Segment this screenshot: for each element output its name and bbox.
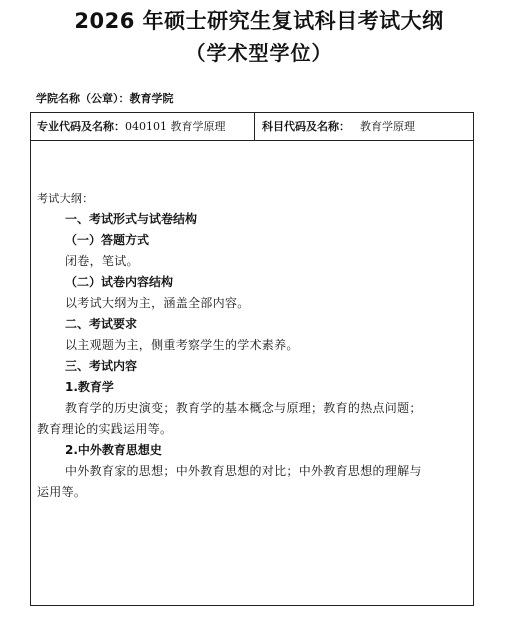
item-2-title: 2.中外教育思想史	[65, 443, 162, 457]
subject-value: 教育学原理	[360, 120, 415, 133]
document-subtitle: （学术型学位）	[185, 41, 333, 65]
subject-cell	[262, 120, 415, 134]
section-3-title: 三、考试内容	[65, 359, 138, 373]
item-1-text-line-1: 教育学的历史演变；教育学的基本概念与原理；教育的热点问题；	[65, 401, 422, 415]
item-1-title: 1.教育学	[65, 380, 114, 394]
subsection-1-1-title: （一）答题方式	[65, 233, 150, 247]
item-1-text-line-2: 教育理论的实践运用等。	[37, 422, 173, 436]
item-2-text-line-2: 运用等。	[37, 485, 87, 499]
document-title: 2026 年硕士研究生复试科目考试大纲	[74, 9, 444, 33]
subject-label: 科目代码及名称：	[262, 120, 350, 133]
outline-heading: 考试大纲：	[37, 192, 94, 205]
major-value: 040101 教育学原理	[125, 120, 226, 133]
subsection-1-2-text: 以考试大纲为主，涵盖全部内容。	[65, 296, 250, 310]
section-1-title: 一、考试形式与试卷结构	[65, 212, 198, 226]
subsection-1-1-text: 闭卷，笔试。	[65, 254, 139, 268]
section-2-title: 二、考试要求	[65, 317, 138, 331]
outline-content	[31, 141, 473, 605]
college-name: 学院名称（公章）：教育学院	[36, 92, 174, 105]
major-cell	[37, 120, 226, 134]
section-2-text: 以主观题为主，侧重考察学生的学术素养。	[65, 338, 299, 352]
outline-frame	[30, 112, 474, 606]
header-divider	[254, 113, 255, 140]
subsection-1-2-title: （二）试卷内容结构	[65, 275, 174, 289]
item-2-text-line-1: 中外教育家的思想；中外教育思想的对比；中外教育思想的理解与	[65, 464, 422, 478]
header-row	[31, 113, 473, 141]
major-label: 专业代码及名称：	[37, 120, 125, 133]
